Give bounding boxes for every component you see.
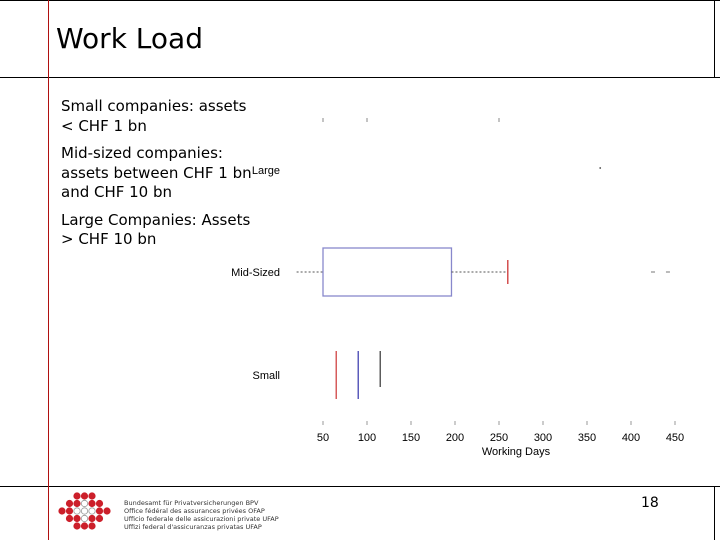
logo-dot: [96, 515, 102, 521]
title-divider: [0, 77, 720, 78]
logo-dot: [66, 500, 72, 506]
x-tick-label: 300: [533, 432, 553, 444]
logo-dot: [81, 500, 87, 506]
bpv-logo: [56, 491, 116, 537]
category-label-mid-sized: Mid-Sized: [231, 267, 280, 279]
x-tick-label: 350: [577, 432, 597, 444]
right-border-bottom: [714, 486, 715, 540]
logo-dot: [81, 493, 87, 499]
logo-dot: [66, 515, 72, 521]
working-days-boxplot: [210, 100, 710, 470]
logo-dot: [89, 500, 95, 506]
category-label-large: Large: [251, 165, 280, 177]
logo-dot: [81, 523, 87, 529]
logo-dot: [66, 508, 72, 514]
logo-dot: [74, 500, 80, 506]
logo-dot: [89, 523, 95, 529]
note-large: Large Companies: Assets > CHF 10 bn: [61, 210, 251, 248]
x-tick-label: 250: [489, 432, 509, 444]
logo-dot: [74, 523, 80, 529]
logo-dot: [96, 500, 102, 506]
footer-divider: [0, 486, 720, 487]
logo-dot: [59, 508, 65, 514]
x-tick-label: 50: [316, 432, 330, 444]
note-mid-sized: Mid-sized companies: assets between CHF 1 bn and CHF 10 bn: [61, 144, 252, 201]
left-red-rule: [48, 0, 49, 540]
mid-box: [323, 248, 451, 296]
x-tick-label: 450: [665, 432, 685, 444]
large-outlier: [599, 167, 601, 169]
category-label-small: Small: [252, 370, 280, 382]
logo-dot: [74, 493, 80, 499]
logo-dot: [89, 493, 95, 499]
footer-line-rm: Uffizi federal d'assicuranzas privatas UFAP: [124, 523, 262, 531]
right-border-top: [714, 0, 715, 78]
logo-dot: [74, 508, 80, 514]
x-axis-label: Working Days: [481, 446, 551, 458]
footer-institution: [124, 499, 279, 531]
footer-line-de: Bundesamt für Privatversicherungen BPV: [124, 499, 259, 507]
logo-dot: [81, 508, 87, 514]
logo-dot: [89, 515, 95, 521]
footer-line-fr: Office fédéral des assurances privées OFAP: [124, 507, 265, 515]
x-tick-label: 100: [357, 432, 377, 444]
x-tick-label: 200: [445, 432, 465, 444]
logo-dot: [96, 508, 102, 514]
logo-dot: [81, 515, 87, 521]
slide-title: Work Load: [56, 22, 203, 55]
logo-dot: [74, 515, 80, 521]
logo-dot: [104, 508, 110, 514]
note-small: Small companies: assets < CHF 1 bn: [61, 97, 247, 135]
logo-dot: [89, 508, 95, 514]
x-tick-label: 150: [401, 432, 421, 444]
x-tick-label: 400: [621, 432, 641, 444]
page-number: 18: [641, 495, 659, 511]
top-border: [0, 0, 720, 1]
footer-line-it: Ufficio federale delle assicurazioni private UFAP: [124, 515, 279, 523]
